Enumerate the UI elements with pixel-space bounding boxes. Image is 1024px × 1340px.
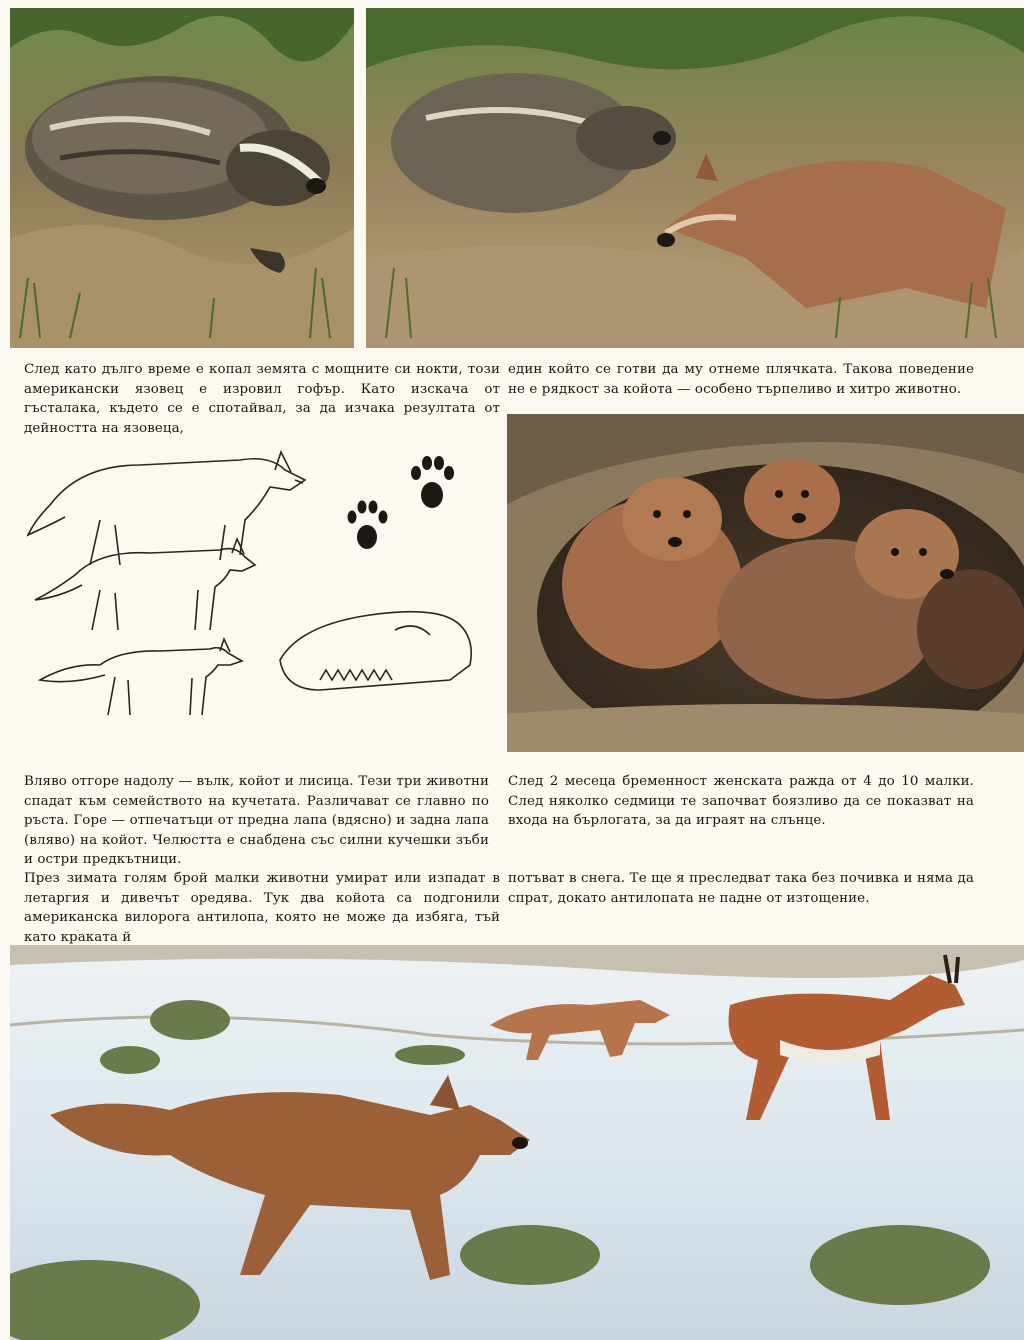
badger-caption-left: След като дълго време е копал земята с мощните си нокти, този американски язовец е изровил гофър. Като изскача от гъсталака, където се е спотайвал, за да изчака резултата от дейността на язовеца, (24, 362, 500, 436)
coyote-pups-illustration (507, 414, 1024, 752)
winter-chase-illustration (10, 945, 1024, 1340)
winter-caption-right: потъват в снега. Те ще я преследват така без почивка и няма да спрат, докато антилопата не падне от изтощение. (508, 871, 974, 906)
wolf-drawing (28, 452, 305, 565)
canid-sketches (20, 425, 500, 755)
coyote-drawing (35, 539, 255, 630)
winter-caption-left: През зимата голям брой малки животни умират или изпадат в летаргия и дивечът оредява. Тук два койота са подгонили американска вилорога антилопа, която не може да избяга, тъй като краката й (24, 871, 500, 945)
fox-drawing (40, 639, 242, 715)
badger-coyote-illustration (366, 8, 1024, 348)
paw-prints (348, 456, 455, 549)
skull-drawing (280, 612, 471, 690)
badger-caption-right: един който се готви да му отнеме плячката. Такова поведение не е рядкост за койота — особено търпеливо и хитро животно. (508, 362, 974, 397)
sketches-caption: Вляво отгоре надолу — вълк, койот и лисица. Тези три животни спадат към семейството на кучетата. Различават се главно по ръста. Горе — отпечатъци от предна лапа (вдясно) и задна лапа (вляво) на койот. Челюстта е снабдена със силни кучешки зъби и остри предкътници. (24, 774, 489, 867)
badger-illustration (10, 8, 354, 348)
pups-caption: След 2 месеца бременност женската ражда от 4 до 10 малки. След няколко седмици те започват боязливо да се показват на входа на бърлогата, за да играят на слънце. (508, 774, 974, 828)
